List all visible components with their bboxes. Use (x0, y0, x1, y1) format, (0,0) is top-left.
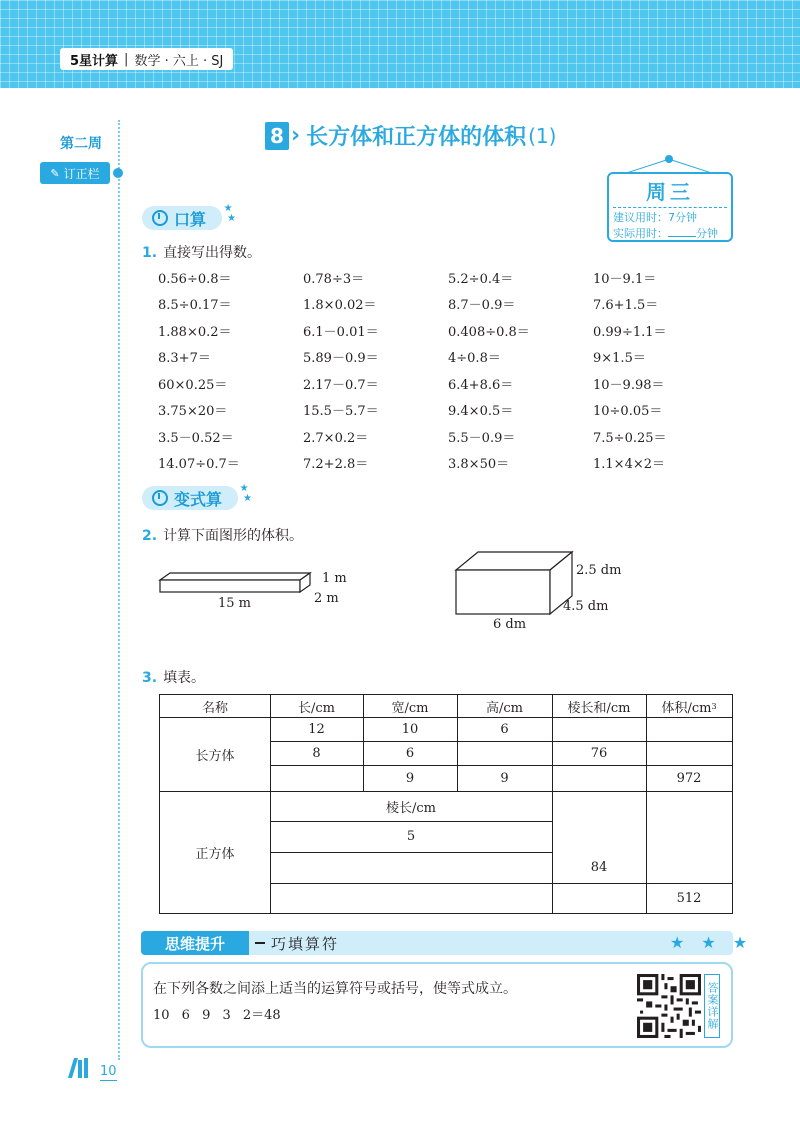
calc-item: 8.5÷0.17＝ (158, 298, 232, 314)
lesson-part: (1) (528, 123, 557, 148)
question-1-number: 1. (142, 245, 158, 261)
calc-item: 0.408÷0.8＝ (448, 324, 530, 340)
calc-row (158, 423, 738, 450)
question-3 (142, 667, 205, 687)
calc-item: 4÷0.8＝ (448, 351, 501, 367)
calc-item: 6.4+8.6＝ (448, 377, 514, 393)
shape1-height: 1 m (322, 571, 347, 586)
cube-r3-edge-sum[interactable] (552, 883, 646, 913)
calc-row (158, 397, 738, 424)
thinking-subtitle: 巧填算符 (255, 931, 339, 955)
target-icon (152, 490, 168, 506)
calc-item: 60×0.25＝ (158, 377, 228, 393)
page-number: 10 (100, 1064, 117, 1079)
section-variant-tag (142, 483, 253, 510)
shape2-width: 4.5 dm (563, 599, 609, 614)
header-width: 宽/cm (391, 700, 429, 716)
question-2-number: 2. (142, 528, 158, 544)
slab-front-face (160, 580, 300, 592)
calc-item: 10－9.1＝ (593, 271, 657, 287)
thinking-question: 在下列各数之间添上适当的运算符号或括号，使等式成立。 (153, 981, 517, 997)
actual-time (609, 226, 731, 242)
day-label: 周三 (646, 180, 694, 204)
cube-r3-edge[interactable] (270, 883, 552, 913)
calc-row (158, 291, 738, 318)
cube-edge-header (270, 791, 552, 821)
correction-tag (40, 162, 110, 184)
suggested-time: 建议用时：7分钟 (613, 211, 697, 224)
calc-item: 8.3+7＝ (158, 351, 211, 367)
calc-item: 7.5÷0.25＝ (593, 430, 667, 446)
question-3-text: 填表。 (163, 670, 206, 686)
calc-item: 5.5－0.9＝ (448, 430, 516, 446)
cube-r1-edge[interactable]: 5 (406, 829, 416, 844)
cuboid-r3-length[interactable] (270, 765, 363, 791)
calc-item: 3.8×50＝ (448, 457, 510, 473)
cuboid-r1-width[interactable]: 10 (401, 721, 419, 737)
cube-r3-volume[interactable]: 512 (676, 890, 702, 906)
calc-item: 0.78÷3＝ (303, 271, 365, 287)
question-1 (142, 242, 261, 262)
brand-name: 5星计算 (70, 53, 119, 69)
cuboid-r1-length[interactable]: 12 (308, 721, 325, 737)
cube-r2-edge-sum[interactable]: 84 (590, 860, 608, 875)
lesson-number: 8 (265, 122, 289, 150)
shape2-length: 6 dm (493, 617, 527, 632)
cuboid-r1-volume[interactable] (646, 717, 732, 741)
calc-row (158, 370, 738, 397)
margin-dot-icon (113, 168, 123, 178)
calc-item: 3.75×20＝ (158, 404, 228, 420)
stopwatch-icon (152, 210, 168, 226)
actual-time-blank[interactable] (668, 236, 696, 237)
calc-row (158, 450, 738, 477)
calc-item: 1.88×0.2＝ (158, 324, 232, 340)
question-1-text: 直接写出得数。 (163, 245, 262, 261)
calc-item: 3.5－0.52＝ (158, 430, 234, 446)
answer-detail-label: 答案详解 (704, 974, 720, 1038)
cuboid-r3-volume[interactable]: 972 (676, 770, 702, 786)
cuboid-diagram-2 (450, 548, 580, 618)
cuboid-r3-width[interactable]: 9 (405, 770, 415, 786)
pin-icon (665, 155, 673, 163)
header-height: 高/cm (486, 700, 523, 716)
header-name: 名称 (201, 700, 228, 716)
calc-row (158, 344, 738, 371)
shape1-width: 2 m (314, 591, 339, 606)
cube-r2-edge[interactable] (270, 852, 552, 883)
cuboid-r2-volume[interactable] (646, 741, 732, 765)
cuboid-r3-height[interactable]: 9 (500, 770, 509, 786)
calc-item: 7.2+2.8＝ (303, 457, 369, 473)
qr-code-icon[interactable] (637, 974, 701, 1038)
calc-item: 1.8×0.02＝ (303, 298, 377, 314)
cuboid-r3-edge-sum[interactable] (552, 765, 646, 791)
calc-item: 14.07÷0.7＝ (158, 457, 240, 473)
week-label: 第二周 (60, 136, 102, 152)
correction-label: 订正栏 (63, 166, 100, 181)
question-3-number: 3. (142, 670, 158, 686)
header-edge-sum: 棱长和/cm (567, 700, 631, 716)
actual-time-prefix: 实际用时： (613, 227, 668, 240)
margin-divider (118, 120, 120, 1060)
calc-item: 10－9.98＝ (593, 377, 665, 393)
calc-item: 0.99÷1.1＝ (593, 324, 667, 340)
cube-edge-header-text: 棱长/cm (386, 800, 436, 816)
cube-r1-volume[interactable] (646, 791, 732, 883)
books-icon (66, 1056, 94, 1078)
calc-item: 5.2÷0.4＝ (448, 271, 514, 287)
lesson-title (265, 120, 556, 151)
cuboid-label: 长方体 (195, 748, 235, 764)
calc-item: 1.1×4×2＝ (593, 457, 666, 473)
calc-item: 0.56÷0.8＝ (158, 271, 232, 287)
header-length: 长/cm (298, 700, 335, 716)
calc-item: 9.4×0.5＝ (448, 404, 514, 420)
chevron-right-icon: › (291, 123, 301, 148)
calc-item: 9×1.5＝ (593, 351, 646, 367)
cuboid-r2-height[interactable] (457, 741, 552, 765)
header-volume-sup: 3 (711, 701, 717, 711)
cuboid-r2-width[interactable]: 6 (405, 745, 415, 761)
star-icon: ★ ★ (239, 483, 253, 504)
calc-item: 2.17－0.7＝ (303, 377, 379, 393)
book-tab (60, 48, 233, 70)
cuboid-r1-edge-sum[interactable] (552, 717, 646, 741)
slab-top-face (160, 573, 310, 580)
section-variant-label: 变式算 (174, 489, 223, 509)
cuboid-r2-length[interactable]: 8 (312, 745, 321, 761)
header-volume (646, 695, 732, 717)
cube-label: 正方体 (195, 846, 235, 862)
thinking-tag: 思维提升 (141, 931, 249, 955)
calc-grid (158, 264, 738, 476)
question-2 (142, 525, 303, 545)
header-volume-text: 体积/cm (661, 700, 712, 716)
difficulty-stars-icon: ★ ★ ★ (670, 933, 754, 952)
calc-item: 7.6+1.5＝ (593, 298, 659, 314)
calc-item: 5.89－0.9＝ (303, 351, 379, 367)
box-front-face (456, 570, 550, 614)
shape2-height: 2.5 dm (576, 563, 622, 578)
pencil-icon: ✎ (50, 166, 60, 180)
shape1-length: 15 m (218, 596, 252, 611)
section-oral-tag (142, 203, 237, 230)
lesson-title-text: 长方体和正方体的体积 (306, 125, 527, 150)
cube-r1-edge-sum[interactable] (552, 791, 646, 852)
section-oral-label: 口算 (174, 209, 207, 229)
calc-item: 15.5－5.7＝ (303, 404, 379, 420)
cuboid-r2-edge-sum[interactable]: 76 (590, 745, 608, 761)
star-icon: ★ ★ (223, 203, 237, 224)
book-subtitle: 数学 · 六上 · SJ (134, 53, 224, 69)
actual-time-suffix: 分钟 (696, 227, 718, 240)
calc-item: 10÷0.05＝ (593, 404, 663, 420)
cuboid-r1-height[interactable]: 6 (500, 721, 509, 737)
calc-item: 8.7－0.9＝ (448, 298, 516, 314)
header-band (0, 0, 800, 88)
card-divider (613, 207, 727, 208)
calc-item: 2.7×0.2＝ (303, 430, 369, 446)
calc-row (158, 264, 738, 291)
calc-item: 6.1－0.01＝ (303, 324, 379, 340)
calc-row (158, 317, 738, 344)
thinking-equation: 10 6 9 3 2＝48 (153, 1008, 281, 1023)
question-2-text: 计算下面图形的体积。 (163, 528, 304, 544)
brand-separator: | (124, 51, 129, 67)
fill-table (159, 694, 733, 914)
day-card (607, 172, 733, 242)
